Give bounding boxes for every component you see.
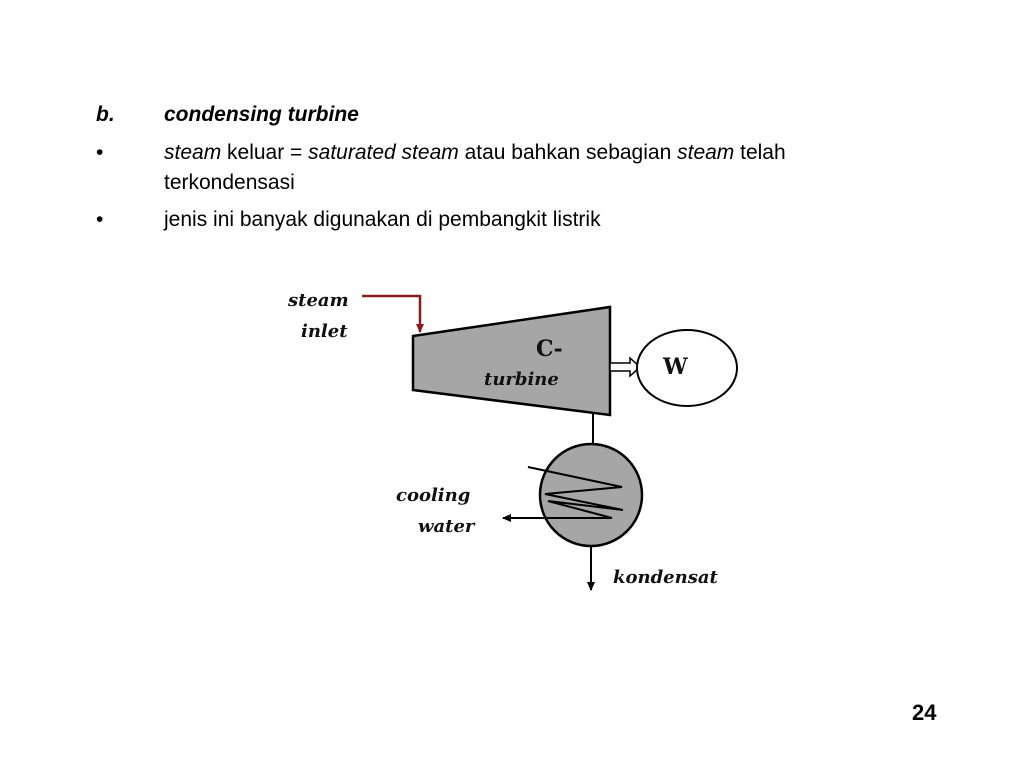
bullet-marker: • (96, 141, 104, 164)
bullet-continuation-text: terkondensasi (164, 171, 295, 194)
cooling-water-label-line1: cooling (396, 485, 471, 506)
page-number: 24 (912, 700, 937, 725)
condenser-circle (540, 444, 642, 546)
turbine-label-line2: turbine (484, 369, 559, 390)
bullet-fragment: keluar = (221, 141, 309, 164)
steam-inlet-label-line2: inlet (301, 321, 348, 342)
shaft-arrow (610, 358, 640, 376)
steam-inlet-label-line1: steam (288, 290, 349, 311)
turbine-label-line1: C- (536, 336, 563, 362)
bullet-term: saturated steam (308, 141, 459, 164)
turbine-body (413, 307, 610, 415)
generator-label: W (663, 354, 688, 380)
heading-marker: b. (96, 103, 115, 126)
condensate-label: kondensat (613, 567, 718, 588)
heading-title: condensing turbine (164, 103, 359, 126)
bullet-fragment: atau bahkan sebagian (458, 141, 678, 164)
cooling-water-label-line2: water (418, 516, 475, 537)
steam-inlet-arrow (362, 296, 420, 332)
bullet-term: steam (164, 141, 222, 164)
bullet-marker: • (96, 208, 104, 231)
bullet-text: jenis ini banyak digunakan di pembangkit listrik (164, 208, 601, 231)
bullet-term: steam (677, 141, 735, 164)
bullet-fragment: telah (734, 141, 786, 164)
